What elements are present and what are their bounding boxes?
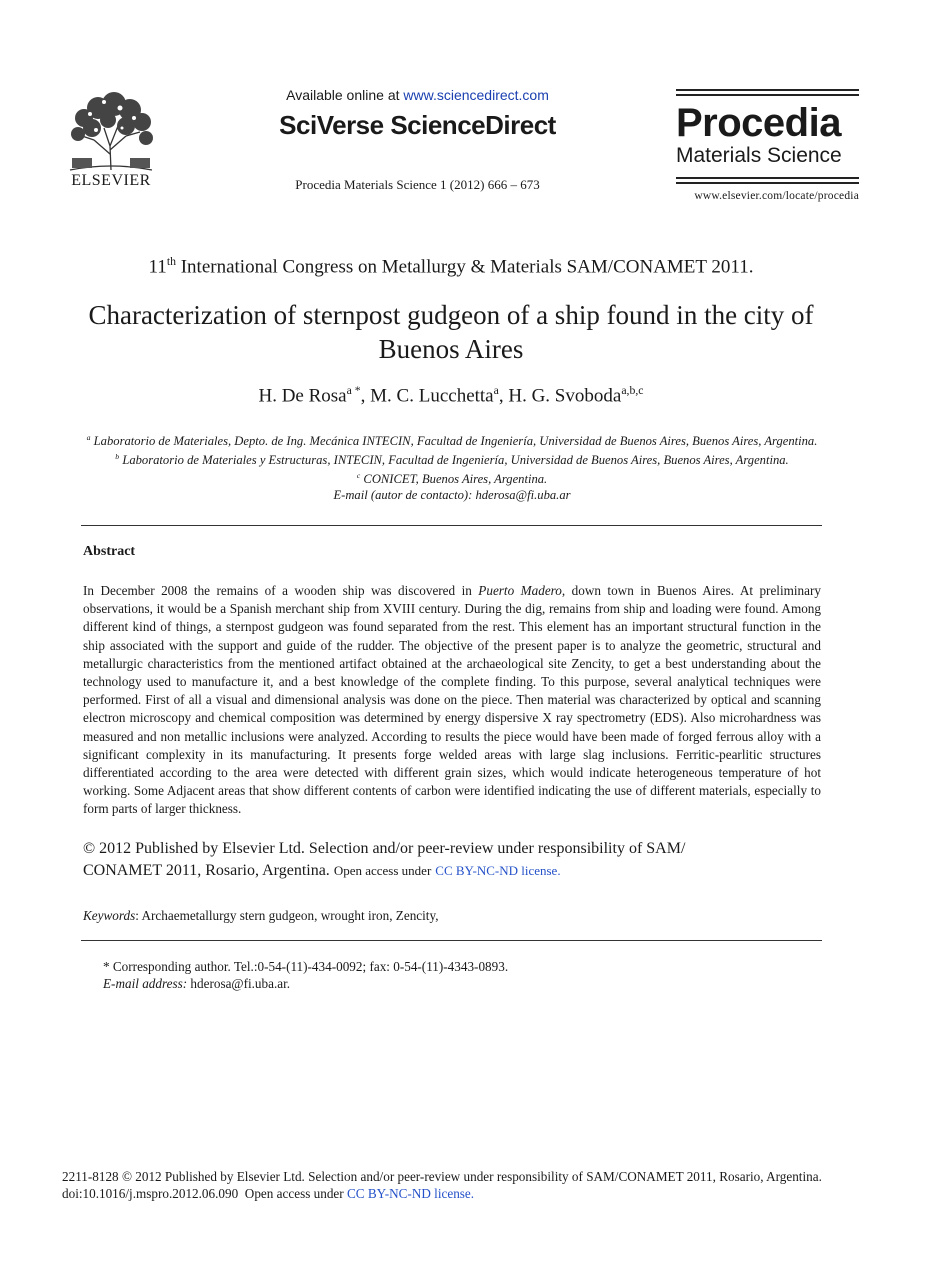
copyright-line-2 — [83, 860, 823, 882]
footer-issn-line: 2211-8128 © 2012 Published by Elsevier Ltd. Selection and/or peer-review under responsibility of SAM/CONAMET 2011, Rosario, Argentina. — [62, 1169, 822, 1184]
congress-line — [0, 255, 902, 278]
footnote-divider — [81, 940, 822, 941]
available-online-prefix: Available online at — [286, 87, 400, 103]
procedia-url[interactable]: www.elsevier.com/locate/procedia — [694, 190, 859, 202]
abstract-heading: Abstract — [83, 544, 136, 559]
abstract-text: In December 2008 the remains of a wooden ship was discovered in — [83, 583, 479, 598]
open-access-label: Open access under — [333, 863, 432, 878]
license-link[interactable]: CC BY-NC-ND license. — [435, 863, 561, 878]
keywords-text: : Archaemetallurgy stern gudgeon, wrought iron, Zencity, — [135, 908, 439, 923]
footer-doi-line — [62, 1185, 862, 1202]
page-footer — [62, 1168, 862, 1202]
sciverse-sciencedirect-brand: SciVerse ScienceDirect — [279, 110, 556, 140]
email-label: E-mail address: — [103, 976, 188, 991]
affiliations — [82, 430, 822, 503]
abstract-body — [83, 582, 821, 819]
procedia-bottom-rule-2 — [676, 182, 859, 184]
corresponding-email-line — [103, 975, 508, 992]
top-divider — [81, 525, 822, 526]
procedia-subtitle: Materials Science — [676, 144, 842, 167]
affiliation-mark: a — [86, 433, 91, 442]
affiliation-text: Laboratorio de Materiales, Depto. de Ing. Mecánica INTECIN, Facultad de Ingeniería, Universidad de Buenos Aires, Buenos Aires, Argentina. — [90, 434, 818, 449]
procedia-logo — [676, 89, 859, 202]
author-separator: , — [360, 385, 371, 407]
author-separator: , — [498, 385, 509, 407]
contact-email: E-mail (autor de contacto): hderosa@fi.uba.ar — [333, 487, 571, 502]
congress-ordinal: th — [166, 255, 176, 268]
footer-license-link[interactable]: CC BY-NC-ND license. — [346, 1186, 475, 1201]
corresponding-author-line: * Corresponding author. Tel.:0-54-(11)-434-0092; fax: 0-54-(11)-4343-0893. — [103, 959, 509, 974]
email-address: hderosa@fi.uba.ar. — [187, 976, 291, 991]
affiliation-text: Laboratorio de Materiales y Estructuras, INTECIN, Facultad de Ingeniería, Universidad de Buenos Aires, Buenos Aires, Argentina. — [119, 453, 789, 468]
author-affiliation-mark: a * — [346, 384, 361, 397]
procedia-top-rule — [676, 89, 859, 91]
footer-open-access-label: Open access under — [244, 1186, 344, 1201]
keywords — [83, 908, 439, 924]
affiliation-c — [82, 468, 822, 487]
journal-reference: Procedia Materials Science 1 (2012) 666 – 673 — [295, 177, 540, 192]
elsevier-wordmark: ELSEVIER — [71, 172, 151, 189]
affiliation-mark: c — [356, 471, 361, 481]
copyright-line-2-text: CONAMET 2011, Rosario, Argentina. — [83, 862, 330, 879]
copyright-line-1: © 2012 Published by Elsevier Ltd. Selection and/or peer-review under responsibility of SAM/ — [83, 840, 686, 857]
procedia-title: Procedia — [676, 101, 841, 145]
author-name: H. G. Svoboda — [508, 385, 622, 407]
sciencedirect-link[interactable]: www.sciencedirect.com — [403, 87, 549, 103]
author-name: M. C. Lucchetta — [370, 385, 494, 407]
copyright-notice — [83, 838, 823, 882]
keywords-label: Keywords — [83, 908, 136, 923]
affiliation-b — [82, 449, 822, 468]
available-online-line — [245, 87, 590, 103]
abstract-italic-place: Puerto Madero — [478, 583, 562, 598]
abstract-text: , down town in Buenos Aires. At preliminary observations, it would be a Spanish merchant ship from XVIII century. During the dig, remains from ship and loading were found. Among different kind of things, a sternpost gudgeon was found separated from the rest. This element has an important structural function in the ship associated with the support and guide of the rudder. The objective of the present paper is to analyze the geometric, structural and metallurgic characteristics from the mentioned artifact obtained at the archaeological site Zencity, to get a best understanding about the technology used to manufacture it, and a best knowledge of the complete finding. To this purpose, several analytical techniques were performed. First of all a visual and dimensional analysis was done on the piece. Then material was characterized by optical and scanning electron microscopy and chemical composition was determined by energy dispersive X ray spectrometry (EDS). Also microhardness was measured and non metallic inclusions were analyzed. According to results the piece would have been made of forged ferrous alloy with a significant complexity in its manufacturing. It presents forge welded areas with large slag inclusions. Ferritic-pearlitic structures differentiated according to the area were detected with different grain sizes, which would indicate heterogeneous temperature of hot working. Some Adjacent areas that show different contents of carbon were identified indicating the use of different materials, especially to form parts of larger thickness. — [83, 583, 821, 817]
corresponding-author-note — [103, 958, 508, 992]
procedia-top-rule-2 — [676, 94, 859, 96]
author-list — [0, 384, 902, 407]
author-affiliation-mark: a,b,c — [621, 384, 644, 397]
affiliation-mark: b — [115, 452, 120, 462]
affiliation-a — [82, 430, 822, 449]
author-name: H. De Rosa — [258, 385, 347, 407]
doi: doi:10.1016/j.mspro.2012.06.090 — [62, 1186, 239, 1201]
paper-title: Characterization of sternpost gudgeon of a ship found in the city of Buenos Aires — [88, 300, 814, 364]
congress-number: 11 — [148, 256, 167, 278]
affiliation-text: CONICET, Buenos Aires, Argentina. — [360, 472, 548, 487]
procedia-bottom-rule — [676, 177, 859, 179]
congress-name: International Congress on Metallurgy & Materials SAM/CONAMET 2011. — [175, 256, 754, 278]
author-affiliation-mark: a — [493, 384, 499, 397]
